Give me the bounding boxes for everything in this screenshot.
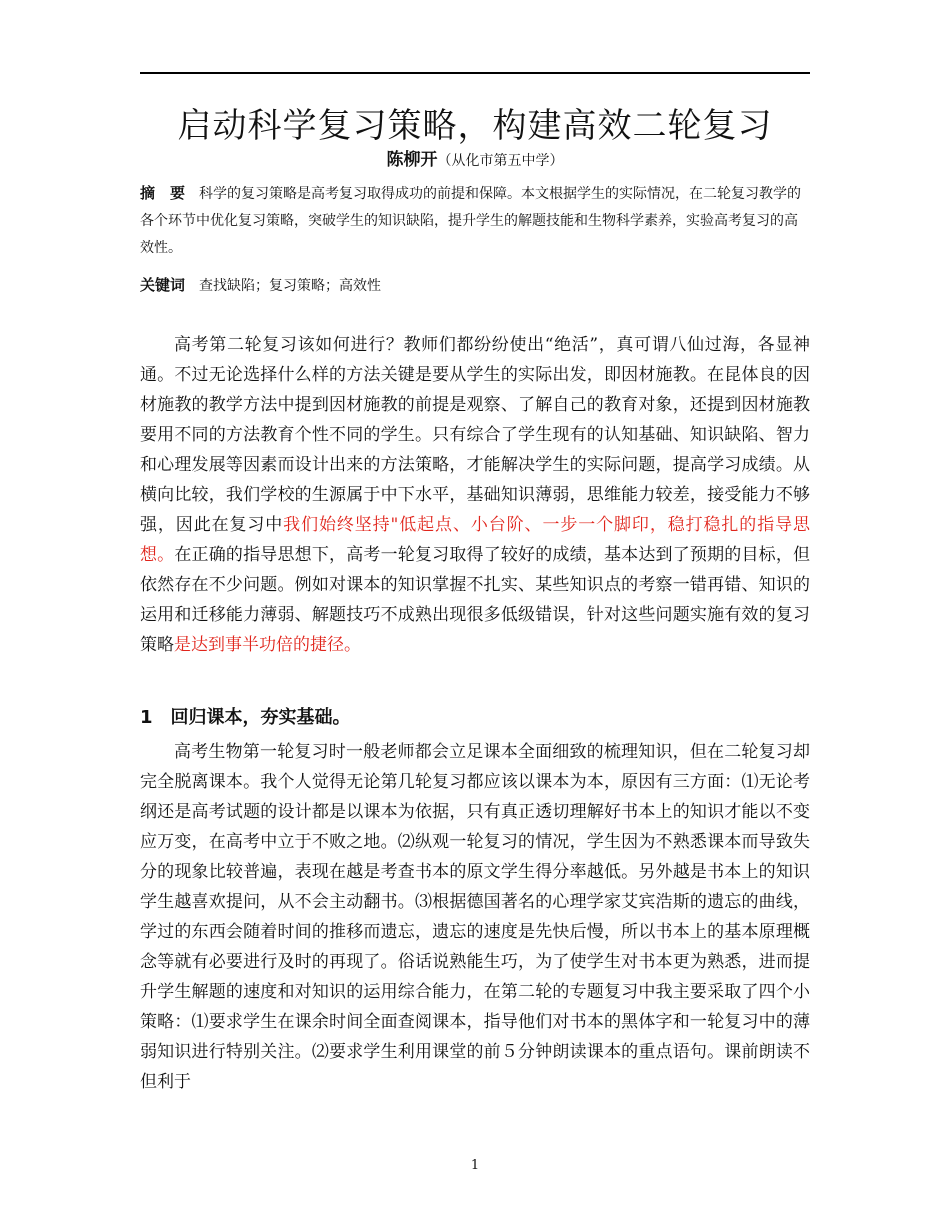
header-rule	[140, 72, 810, 74]
abstract	[140, 180, 810, 262]
intro-text-part2: 在正确的指导思想下，高考一轮复习取得了较好的成绩，基本达到了预期的目标，但依然存在不少问题。例如对课本的知识掌握不扎实、某些知识点的考察一错再错、知识的运用和迁移能力薄弱、解题技巧不成熟出现很多低级错误，针对这些问题实施有效的复习策略	[140, 545, 811, 655]
intro-highlight-1: 我们始终坚持"低起点、小台阶、一步一个脚印，稳打稳扎的指导思想。	[140, 515, 810, 565]
author-name: 陈柳开	[386, 150, 438, 170]
author-affiliation: （从化市第五中学）	[437, 153, 564, 169]
page-title: 启动科学复习策略，构建高效二轮复习	[177, 106, 773, 146]
intro-text-part1: 高考第二轮复习该如何进行？教师们都纷纷使出“绝活”，真可谓八仙过海，各显神通。不过无论选择什么样的方法关键是要从学生的实际出发，即因材施教。在昆体良的因材施教的教学方法中提到因材施教的前提是观察、了解自己的教育对象，还提到因材施教要用不同的方法教育个性不同的学生。只有综合了学生现有的认知基础、知识缺陷、智力和心理发展等因素而设计出来的方法策略，才能解决学生的实际问题，提高学习成绩。从横向比较，我们学校的生源属于中下水平，基础知识薄弱，思维能力较差，接受能力不够强，因此在复习中	[140, 335, 810, 535]
section-1-paragraph: 高考生物第一轮复习时一般老师都会立足课本全面细致的梳理知识，但在二轮复习却完全脱离课本。我个人觉得无论第几轮复习都应该以课本为本，原因有三方面：⑴无论考纲还是高考试题的设计都是以课本为依据，只有真正透切理解好书本上的知识才能以不变应万变，在高考中立于不败之地。⑵纵观一轮复习的情况，学生因为不熟悉课本而导致失分的现象比较普遍，表现在越是考查书本的原文学生得分率越低。另外越是书本上的知识学生越喜欢提问，从不会主动翻书。⑶根据德国著名的心理学家艾宾浩斯的遗忘的曲线，学过的东西会随着时间的推移而遗忘，遗忘的速度是先快后慢，所以书本上的基本原理概念等就有必要进行及时的再现了。俗话说熟能生巧，为了使学生对书本更为熟悉，进而提升学生解题的速度和对知识的运用综合能力，在第二轮的专题复习中我主要采取了四个小策略：⑴要求学生在课余时间全面查阅课本，指导他们对书本的黑体字和一轮复习中的薄弱知识进行特别关注。⑵要求学生利用课堂的前５分钟朗读课本的重点语句。课前朗读不但利于	[140, 742, 810, 1092]
author-line	[140, 148, 810, 173]
keywords-text: 查找缺陷；复习策略；高效性	[199, 278, 382, 294]
abstract-text: 科学的复习策略是高考复习取得成功的前提和保障。本文根据学生的实际情况，在二轮复习教学的各个环节中优化复习策略，突破学生的知识缺陷，提升学生的解题技能和生物科学素养，实验高考复习的高效性。	[140, 186, 802, 256]
intro-highlight-2: 是达到事半功倍的捷径。	[174, 635, 361, 655]
page-number: 1	[470, 1158, 480, 1173]
intro-paragraph	[140, 330, 810, 660]
keywords-label: 关键词	[140, 276, 186, 294]
abstract-label: 摘 要	[140, 184, 186, 202]
keywords	[140, 272, 810, 299]
section-1-heading: 1 回归课本，夯实基础。	[140, 707, 351, 728]
